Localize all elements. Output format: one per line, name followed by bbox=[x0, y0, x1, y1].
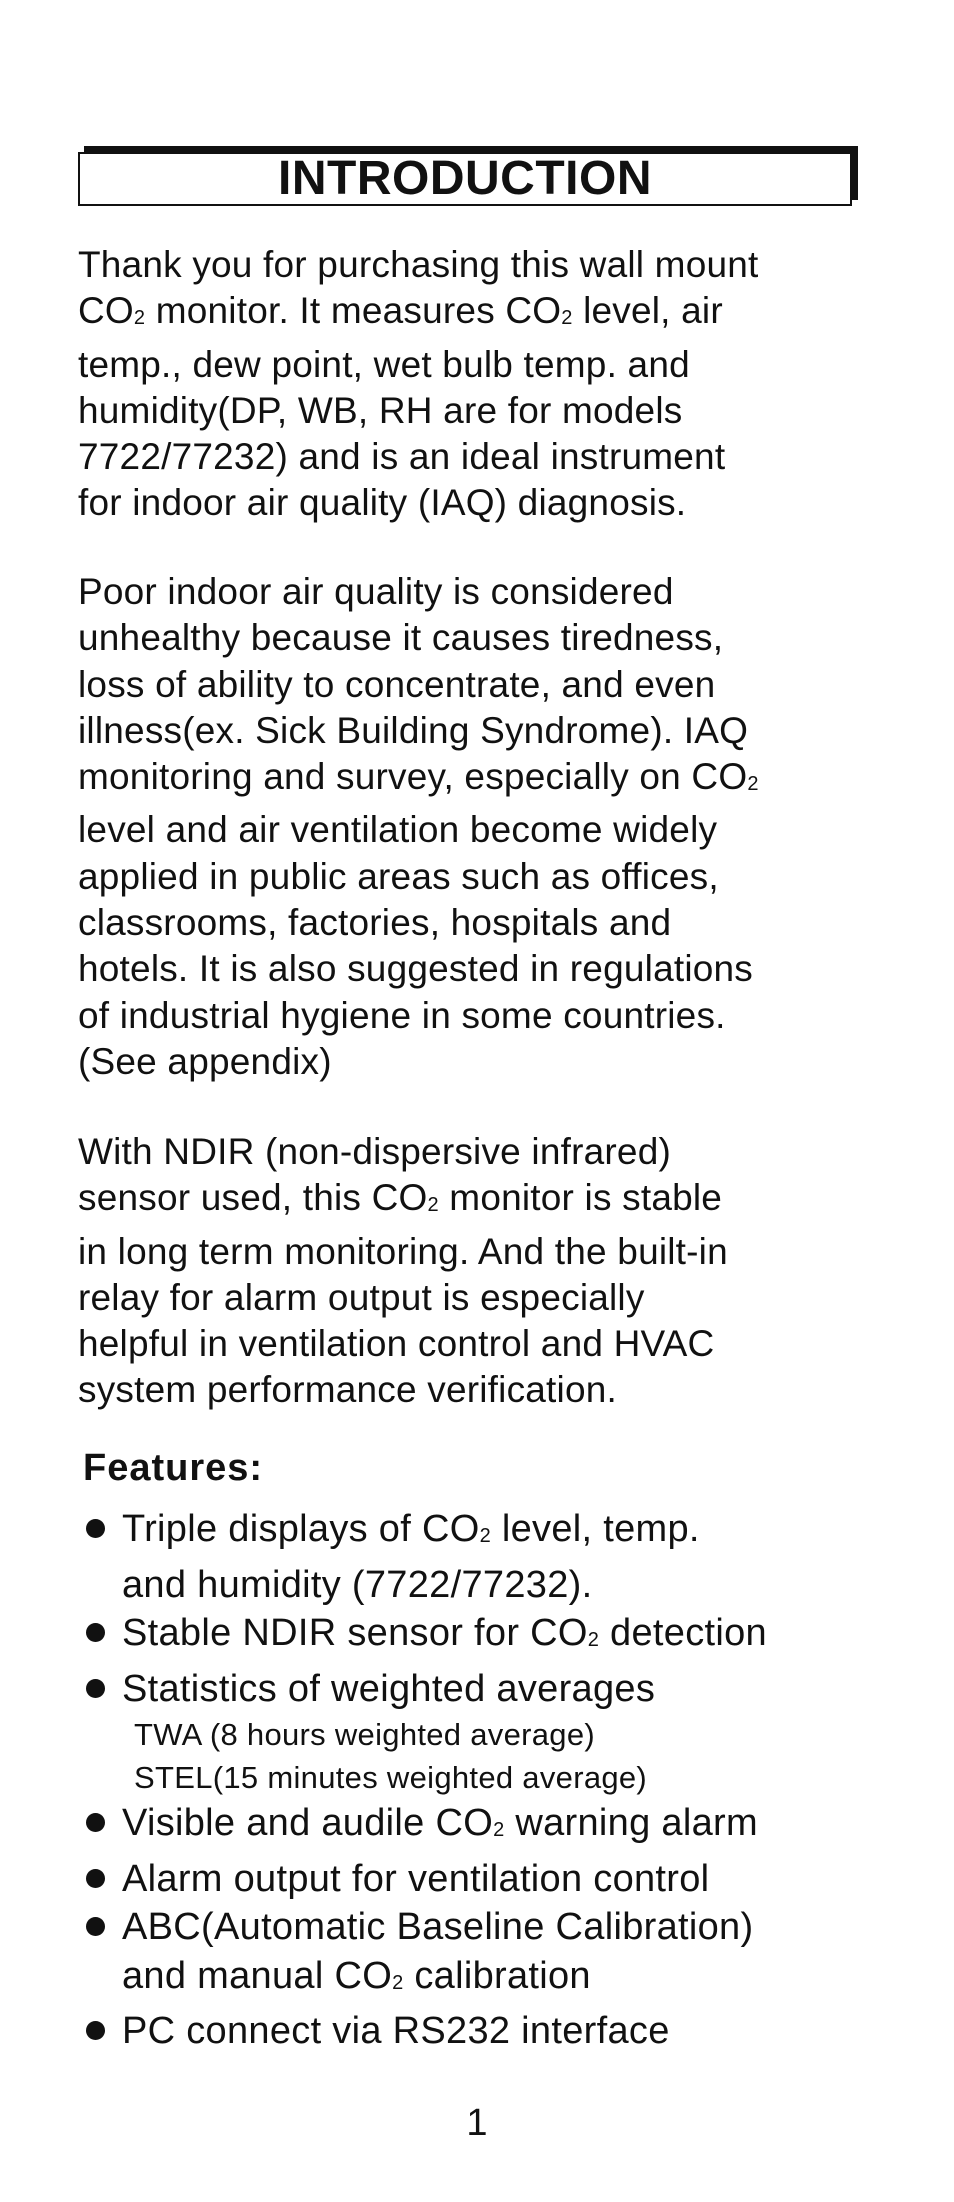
text-run: 7722/77232) and is an ideal instrument bbox=[78, 436, 726, 478]
text-run: relay for alarm output is especially bbox=[78, 1276, 645, 1318]
text-run: of industrial hygiene in some countries. bbox=[78, 994, 726, 1036]
intro-paragraph-1 bbox=[78, 242, 878, 527]
text-run: ABC(Automatic Baseline Calibration) bbox=[122, 1906, 754, 1948]
text-line bbox=[78, 1275, 878, 1321]
text-run: warning alarm bbox=[504, 1802, 758, 1844]
text-line bbox=[78, 1175, 878, 1228]
text-run: helpful in ventilation control and HVAC bbox=[78, 1323, 715, 1365]
text-run: monitor is stable bbox=[438, 1177, 723, 1219]
text-run: classrooms, factories, hospitals and bbox=[78, 902, 672, 944]
text-run: and manual CO bbox=[122, 1954, 393, 1997]
subscript: 2 bbox=[479, 1525, 491, 1547]
features-list bbox=[84, 1505, 904, 2056]
text-line bbox=[78, 434, 878, 480]
text-line bbox=[78, 993, 878, 1039]
text-run: level, air bbox=[572, 290, 723, 332]
text-line bbox=[122, 1799, 904, 1855]
bullet-icon bbox=[86, 1917, 105, 1936]
text-run: calibration bbox=[403, 1954, 591, 1997]
text-line bbox=[122, 1609, 904, 1665]
feature-item bbox=[84, 1855, 904, 1904]
text-line bbox=[78, 900, 878, 946]
bullet-icon bbox=[86, 1813, 105, 1832]
text-line bbox=[78, 946, 878, 992]
text-run: Poor indoor air quality is considered bbox=[78, 571, 674, 612]
subscript: 2 bbox=[493, 1819, 505, 1841]
text-line bbox=[78, 1129, 878, 1175]
text-line bbox=[78, 242, 878, 288]
bullet-icon bbox=[86, 1519, 105, 1538]
text-run: hotels. It is also suggested in regulations bbox=[78, 948, 753, 990]
text-line bbox=[78, 708, 878, 754]
text-run: humidity(DP, WB, RH are for models bbox=[78, 389, 683, 431]
text-line bbox=[78, 615, 878, 661]
text-run: in long term monitoring. And the built-in bbox=[78, 1230, 728, 1272]
text-run: Statistics of weighted averages bbox=[122, 1667, 656, 1710]
text-line bbox=[78, 1229, 878, 1275]
bullet-icon bbox=[86, 1679, 105, 1698]
subscript: 2 bbox=[587, 1629, 600, 1651]
text-run: applied in public areas such as offices, bbox=[78, 855, 719, 897]
text-line bbox=[78, 480, 878, 526]
subscript: 2 bbox=[561, 307, 573, 330]
text-run: detection bbox=[599, 1612, 767, 1654]
text-line bbox=[78, 854, 878, 900]
subscript: 2 bbox=[392, 1971, 404, 1994]
text-line bbox=[78, 1039, 878, 1085]
text-run: system performance verification. bbox=[78, 1369, 617, 1411]
bullet-icon bbox=[86, 1623, 105, 1642]
feature-item bbox=[84, 1505, 904, 1609]
text-line bbox=[78, 342, 878, 388]
subscript: 2 bbox=[133, 307, 146, 330]
text-line bbox=[78, 754, 878, 807]
text-run: level and air ventilation become widely bbox=[78, 809, 718, 851]
text-line bbox=[122, 1903, 904, 1952]
text-run: Stable NDIR sensor for CO bbox=[122, 1612, 588, 1654]
intro-paragraph-3 bbox=[78, 1129, 878, 1414]
page-number: 1 bbox=[466, 2102, 488, 2144]
text-run: for indoor air quality (IAQ) diagnosis. bbox=[78, 482, 687, 524]
text-line bbox=[78, 807, 878, 853]
text-run: Thank you for purchasing this wall mount bbox=[78, 244, 759, 285]
bullet-icon bbox=[86, 2021, 105, 2040]
text-run: loss of ability to concentrate, and even bbox=[78, 663, 716, 705]
text-run: (See appendix) bbox=[78, 1040, 332, 1082]
text-run: Visible and audile CO bbox=[122, 1802, 494, 1844]
feature-item bbox=[84, 1609, 904, 1665]
text-run: unhealthy because it causes tiredness, bbox=[78, 617, 724, 659]
text-line bbox=[78, 388, 878, 434]
text-run: Triple displays of CO bbox=[122, 1508, 480, 1550]
text-line bbox=[78, 1367, 878, 1413]
text-line bbox=[122, 2007, 904, 2056]
intro-paragraph-2 bbox=[78, 569, 878, 1085]
text-run: illness(ex. Sick Building Syndrome). IAQ bbox=[78, 709, 749, 751]
text-run: With NDIR (non-dispersive infrared) bbox=[78, 1131, 672, 1172]
subscript: 2 bbox=[747, 773, 759, 796]
subscript: 2 bbox=[427, 1194, 439, 1217]
features-heading: Features: bbox=[83, 1447, 264, 1489]
text-run: CO bbox=[78, 290, 134, 332]
text-run: Alarm output for ventilation control bbox=[122, 1857, 710, 1900]
text-run: level, temp. bbox=[491, 1508, 700, 1550]
text-line bbox=[78, 1321, 878, 1367]
feature-subitem: STEL(15 minutes weighted average) bbox=[134, 1760, 648, 1795]
feature-item bbox=[84, 1799, 904, 1855]
text-run: sensor used, this CO bbox=[78, 1177, 428, 1219]
feature-subitem: TWA (8 hours weighted average) bbox=[134, 1717, 596, 1752]
text-line bbox=[122, 1855, 904, 1904]
text-line bbox=[78, 662, 878, 708]
feature-item bbox=[84, 1665, 904, 1800]
text-line bbox=[78, 288, 878, 341]
text-run: PC connect via RS232 interface bbox=[122, 2010, 670, 2052]
feature-item bbox=[84, 2007, 904, 2056]
text-line bbox=[122, 1561, 904, 1610]
feature-item bbox=[84, 1903, 904, 2007]
text-run: temp., dew point, wet bulb temp. and bbox=[78, 343, 690, 385]
text-line bbox=[122, 1505, 904, 1561]
section-title-box bbox=[78, 152, 852, 206]
text-run: and humidity (7722/77232). bbox=[122, 1563, 593, 1606]
text-line bbox=[122, 1665, 904, 1714]
text-line bbox=[78, 569, 878, 615]
text-run: monitoring and survey, especially on CO bbox=[78, 756, 748, 798]
text-run: monitor. It measures CO bbox=[145, 290, 562, 332]
bullet-icon bbox=[86, 1869, 105, 1888]
section-title: INTRODUCTION bbox=[278, 152, 652, 205]
text-line bbox=[122, 1952, 904, 2008]
